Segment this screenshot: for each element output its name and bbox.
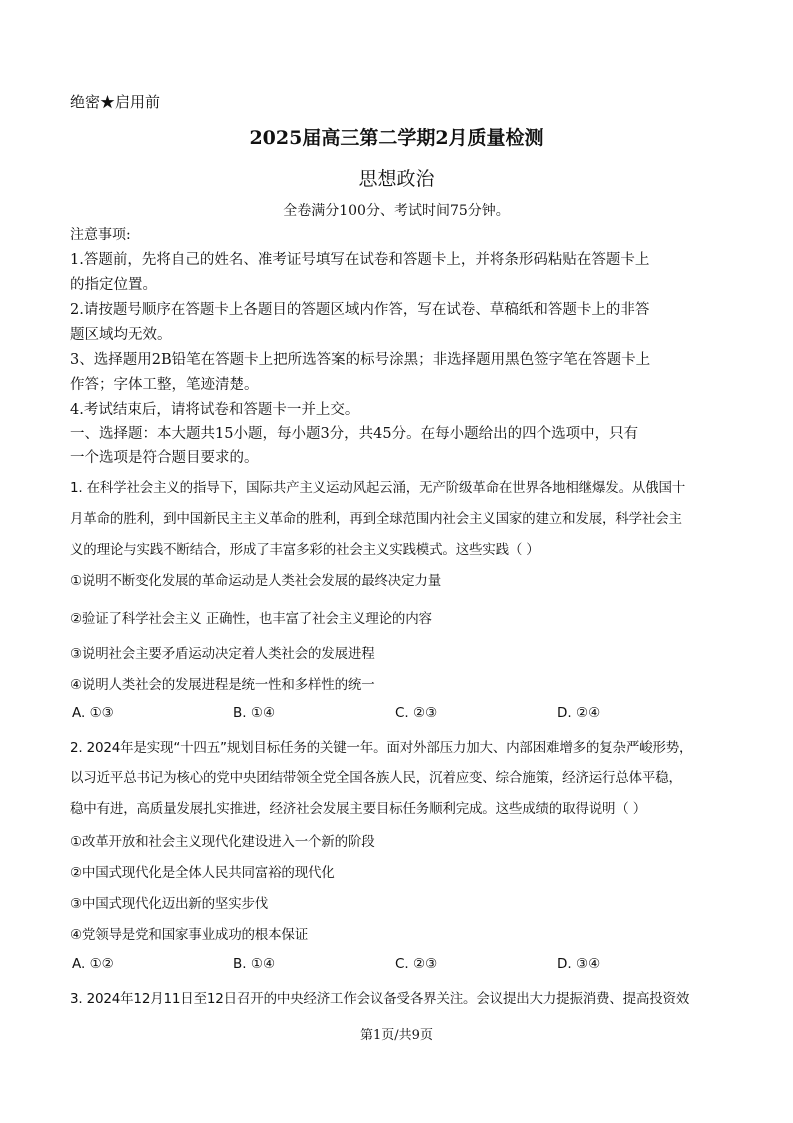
confidential-mark: 绝密★启用前 [70,93,161,111]
q2-option-a: A. ①② [72,956,114,972]
note-line: 4.考试结束后，请将试卷和答题卡一并上交。 [70,402,360,418]
q1-option-c: C. ②③ [395,705,438,721]
q2-item: ①改革开放和社会主义现代化建设进入一个新的阶段 [70,834,375,850]
q2-option-d: D. ③④ [557,956,601,972]
q1-item: ②验证了科学社会主义 正确性，也丰富了社会主义理论的内容 [70,611,432,627]
notes-heading: 注意事项: [70,227,131,243]
subject-title: 思想政治 [358,168,435,190]
note-line: 的指定位置。 [70,277,157,293]
q2-stem-line: 2. 2024年是实现“十四五”规划目标任务的关键一年。面对外部压力加大、内部困难增多的复杂严峻形势， [70,740,693,756]
q1-stem-line: 月革命的胜利，到中国新民主主义革命的胜利，再到全球范围内社会主义国家的建立和发展，科学社会主 [70,511,682,527]
note-line: 1.答题前，先将自己的姓名、准考证号填写在试卷和答题卡上，并将条形码粘贴在答题卡上 [70,252,650,268]
q2-option-c: C. ②③ [395,956,438,972]
q2-item: ③中国式现代化迈出新的坚实步伐 [70,896,269,912]
exam-meta: 全卷满分100分、考试时间75分钟。 [283,203,510,219]
q1-stem-line: 义的理论与实践不断结合，形成了丰富多彩的社会主义实践模式。这些实践（ ） [70,542,540,558]
note-line: 题区域均无效。 [70,327,172,343]
page-footer: 第1页/共9页 [360,1028,433,1043]
q1-stem-line: 1. 在科学社会主义的指导下，国际共产主义运动风起云涌，无产阶级革命在世界各地相继爆发。从俄国十 [70,480,686,496]
note-line: 3、选择题用2B铅笔在答题卡上把所选答案的标号涂黑；非选择题用黑色签字笔在答题卡上 [70,352,651,368]
note-line: 2.请按题号顺序在答题卡上各题目的答题区域内作答，写在试卷、草稿纸和答题卡上的非答 [70,302,650,318]
q1-option-b: B. ①④ [233,705,276,721]
q2-stem-line: 以习近平总书记为核心的党中央团结带领全党全国各族人民，沉着应变、综合施策，经济运行总体平稳， [70,770,682,786]
q2-item: ②中国式现代化是全体人民共同富裕的现代化 [70,865,335,881]
exam-title: 2025届高三第二学期2月质量检测 [249,127,544,149]
note-line: 作答；字体工整，笔迹清楚。 [70,377,259,393]
q3-stem-line: 3. 2024年12月11日至12日召开的中央经济工作会议备受各界关注。会议提出大力提振消费、提高投资效 [70,991,690,1007]
q1-option-a: A. ①③ [72,705,114,721]
q1-item: ③说明社会主要矛盾运动决定着人类社会的发展进程 [70,646,375,662]
q1-item: ①说明不断变化发展的革命运动是人类社会发展的最终决定力量 [70,573,442,589]
q2-stem-line: 稳中有进，高质量发展扎实推进，经济社会发展主要目标任务顺利完成。这些成绩的取得说明（ ） [70,801,646,817]
section-line: 一个选项是符合题目要求的。 [70,450,259,466]
section-line: 一、选择题：本大题共15小题，每小题3分，共45分。在每小题给出的四个选项中，只有 [70,426,639,442]
q1-option-d: D. ②④ [557,705,601,721]
q2-item: ④党领导是党和国家事业成功的根本保证 [70,927,309,943]
q1-item: ④说明人类社会的发展进程是统一性和多样性的统一 [70,677,375,693]
q2-option-b: B. ①④ [233,956,276,972]
